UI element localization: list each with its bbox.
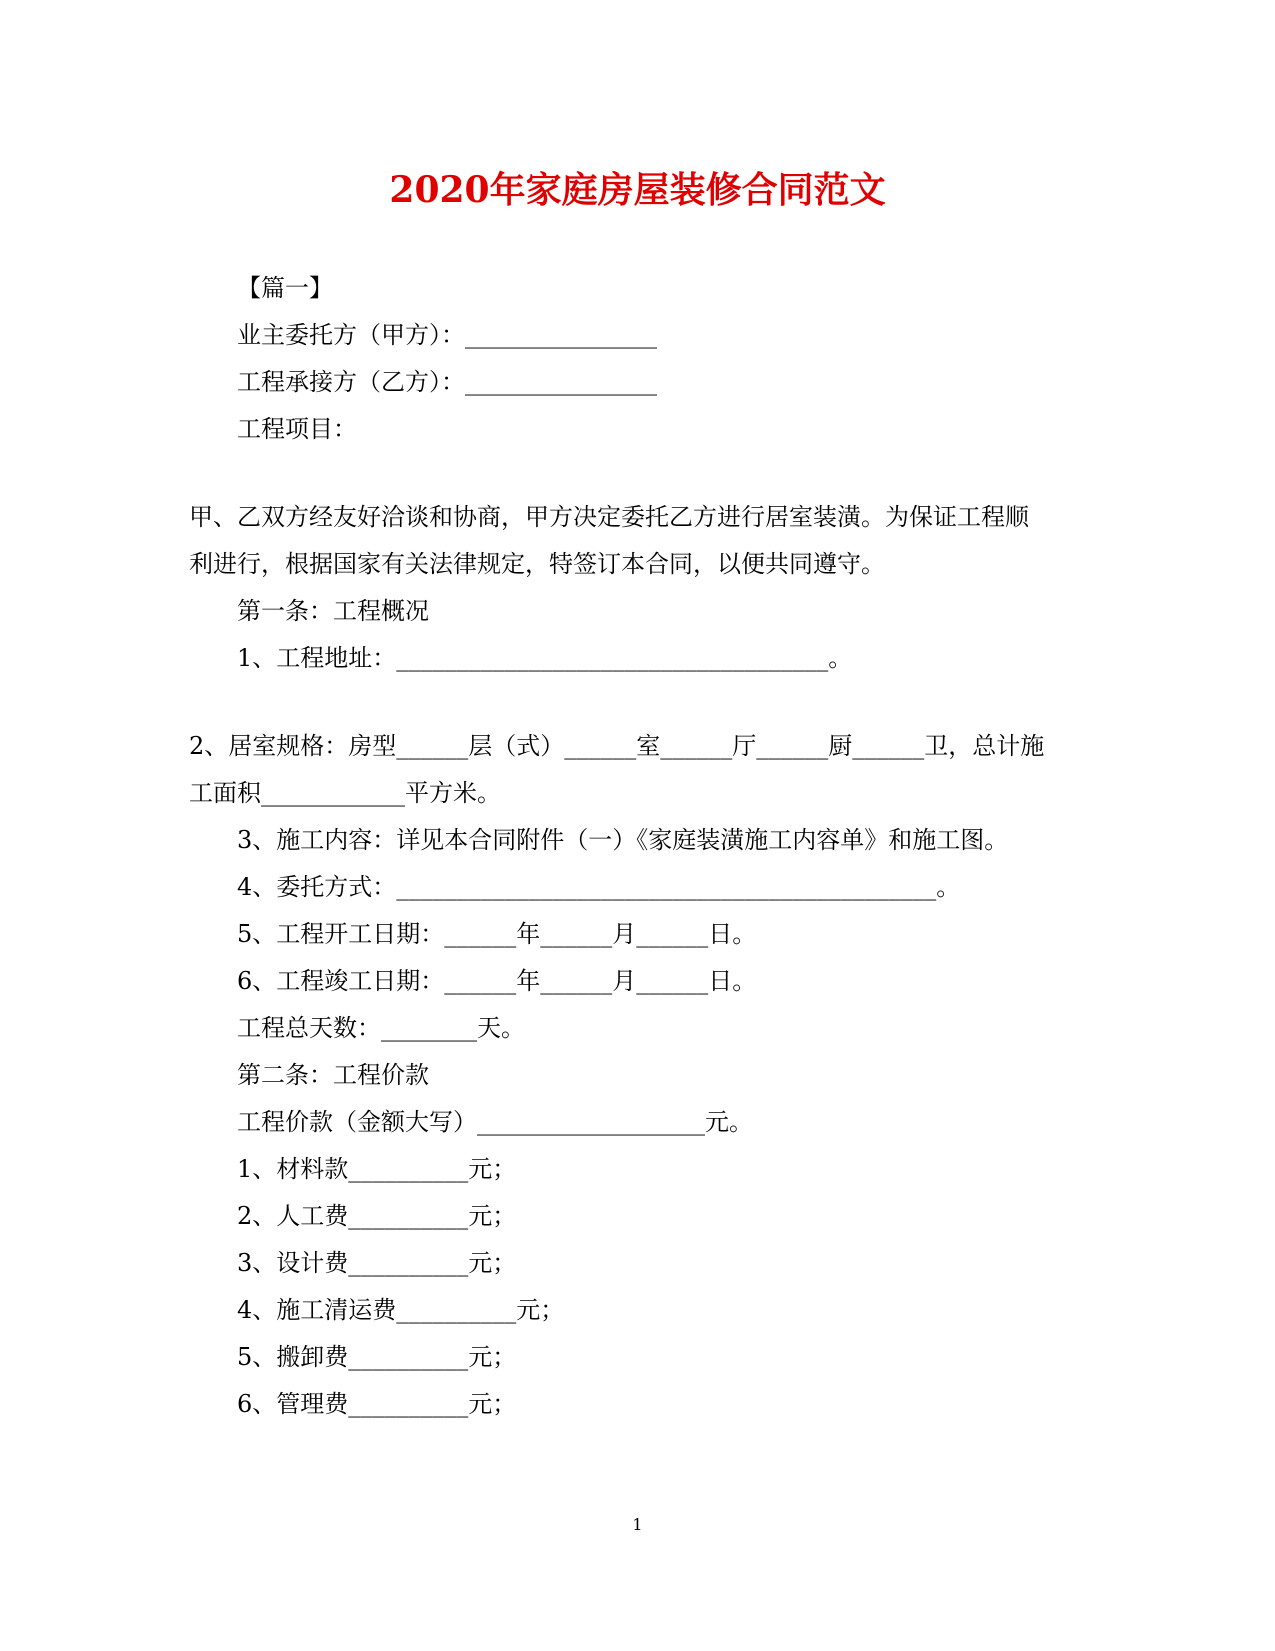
clause-line: 2、人工费__________元；	[237, 1202, 517, 1230]
clause-line: 工程价款（金额大写）___________________元。	[237, 1108, 753, 1136]
article-heading: 第一条：工程概况	[237, 597, 429, 625]
project-line: 工程项目：	[237, 415, 357, 443]
page-title: 2020年家庭房屋装修合同范文	[389, 169, 886, 211]
clause-line: 2、居室规格：房型______层（式）______室______厅______厨______卫，总计施	[189, 732, 1045, 760]
section-heading: 【篇一】	[237, 274, 333, 302]
clause-line: 工程总天数：________天。	[237, 1014, 525, 1042]
clause-line: 工面积____________平方米。	[189, 779, 501, 807]
clause-line: 4、委托方式：_____________________________________________。	[237, 873, 961, 901]
party-b-line: 工程承接方（乙方）：________________	[237, 368, 657, 396]
clause-line: 1、材料款__________元；	[237, 1155, 517, 1183]
clause-line: 1、工程地址：____________________________________。	[237, 644, 853, 672]
clause-line: 3、设计费__________元；	[237, 1249, 517, 1277]
clause-line: 6、管理费__________元；	[237, 1390, 517, 1418]
clause-line: 3、施工内容：详见本合同附件（一）《家庭装潢施工内容单》和施工图。	[237, 826, 1009, 854]
page-number: 1	[632, 1515, 643, 1534]
clause-line: 6、工程竣工日期：______年______月______日。	[237, 967, 757, 995]
paragraph-line: 利进行，根据国家有关法律规定，特签订本合同，以便共同遵守。	[189, 550, 885, 578]
paragraph-line: 甲、乙双方经友好洽谈和协商，甲方决定委托乙方进行居室装潢。为保证工程顺	[189, 503, 1029, 531]
clause-line: 5、工程开工日期：______年______月______日。	[237, 920, 757, 948]
article-heading: 第二条：工程价款	[237, 1061, 429, 1089]
party-a-line: 业主委托方（甲方）：________________	[237, 321, 657, 349]
clause-line: 5、搬卸费__________元；	[237, 1343, 517, 1371]
clause-line: 4、施工清运费__________元；	[237, 1296, 565, 1324]
